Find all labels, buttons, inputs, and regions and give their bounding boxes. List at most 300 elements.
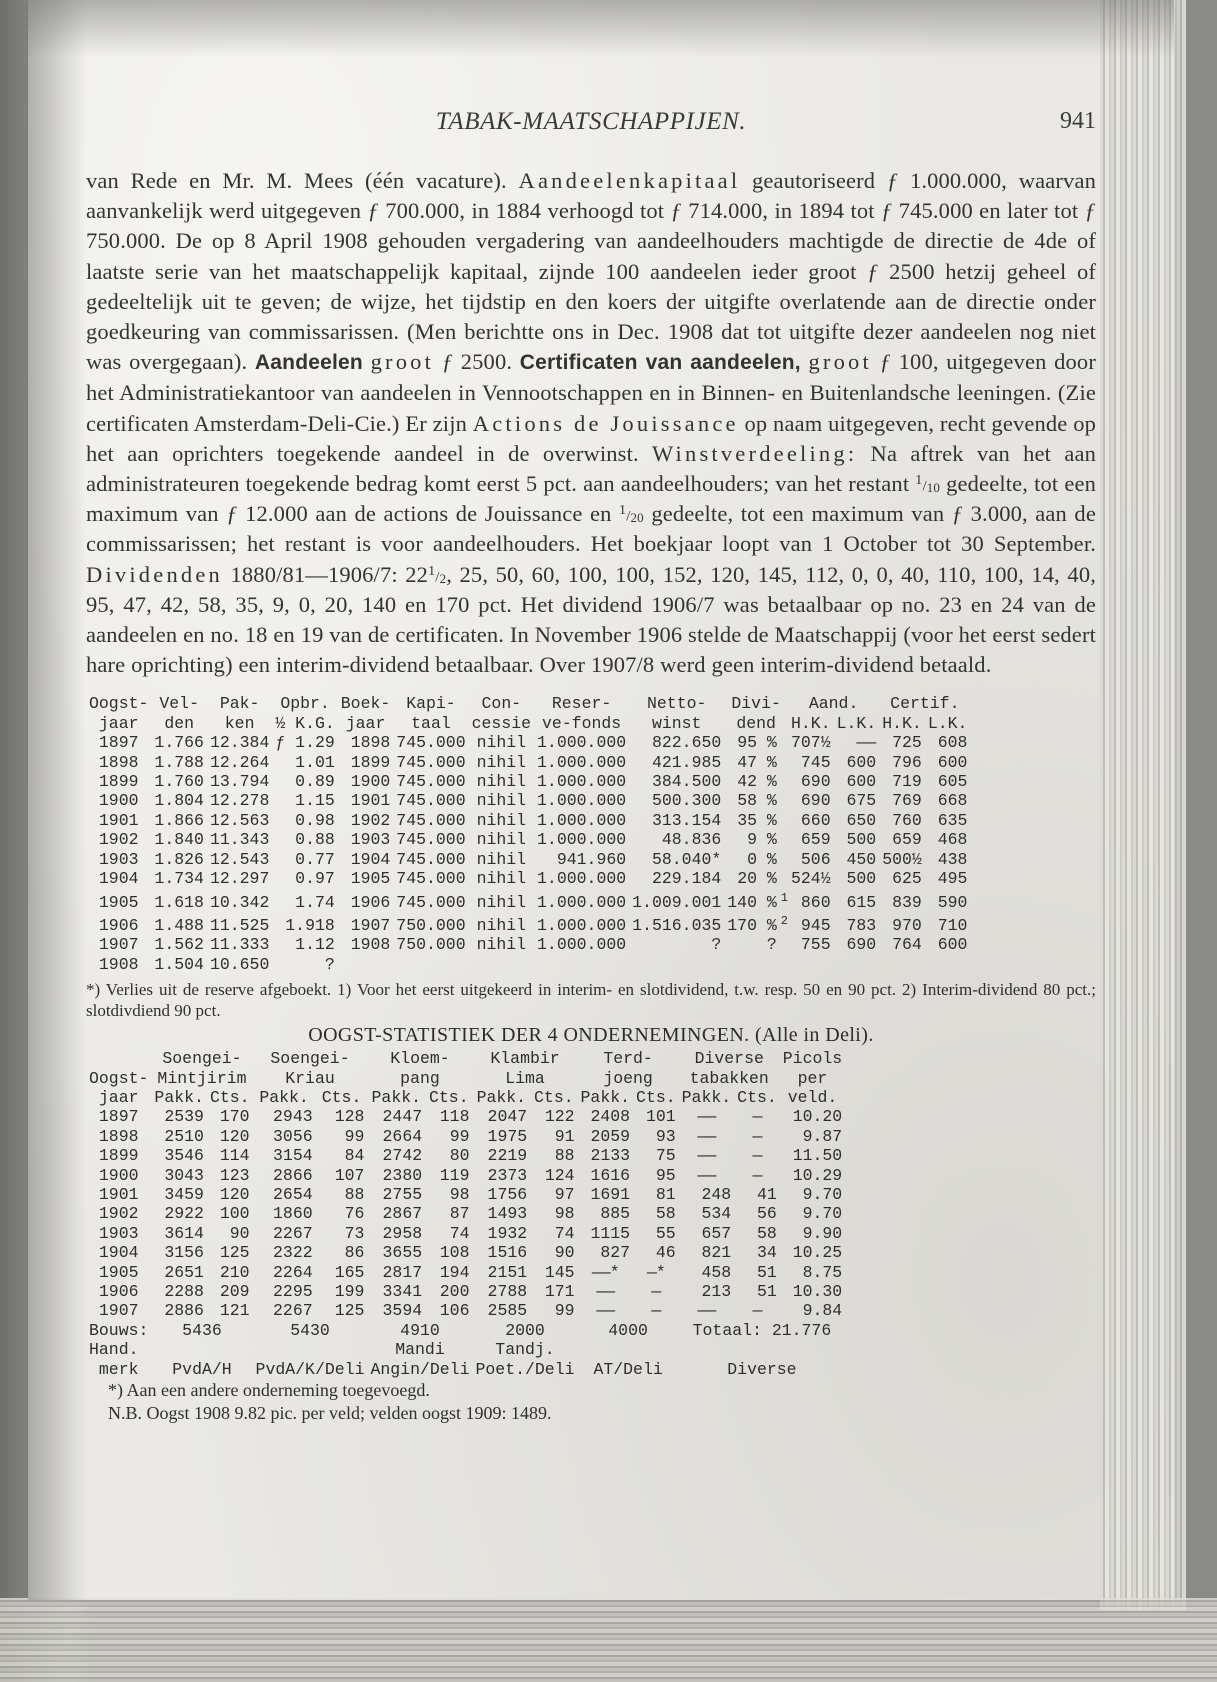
hand-mandi: Mandi <box>395 1340 445 1360</box>
text-profit-split-4: gedeelte, tot een maximum van <box>651 501 945 527</box>
cell-aand-lk <box>834 955 880 974</box>
th2-cts-1: Cts. <box>209 1087 250 1107</box>
cell-boekjaar: 1898 <box>350 733 391 753</box>
cell-aand-hk: 690 <box>800 772 831 792</box>
th2-pakk-1: Pakk. <box>154 1087 204 1107</box>
cell-oogstjaar: 1904 <box>98 869 139 889</box>
cell-kloempang-cts: 87 <box>449 1204 470 1224</box>
cell-kloempang-cts: 98 <box>449 1184 470 1204</box>
cell-kriau-pakk: 3154 <box>273 1146 313 1166</box>
th2-veld: veld. <box>787 1087 838 1107</box>
th2-picols-2: per <box>797 1068 828 1088</box>
cell-klambir-pakk: 1932 <box>487 1223 528 1243</box>
page-footnotes <box>86 1379 1096 1425</box>
table-row <box>86 733 970 752</box>
cell-kriau-pakk: 3056 <box>273 1126 313 1146</box>
table2-body <box>86 1107 845 1320</box>
cell-nettowinst: 384.500 <box>651 772 722 792</box>
cell-dividend: 47 % <box>737 752 777 772</box>
cell-opbrengst: 0.97 <box>295 869 335 889</box>
cell-aand-hk: 506 <box>800 849 831 869</box>
cell-kriau-pakk: 2264 <box>273 1262 313 1282</box>
cell-aand-lk: 600 <box>846 772 877 792</box>
half-denominator: 2 <box>439 570 447 586</box>
half-numerator: 1 <box>428 563 436 579</box>
th2-pakk-6: Pakk. <box>681 1087 732 1107</box>
cell-opbrengst: 1.918 <box>285 915 335 935</box>
cell-kriau-pakk: 2267 <box>273 1301 313 1321</box>
cell-certif-lk: 468 <box>937 830 968 850</box>
cell-diverse-cts: 51 <box>756 1262 777 1282</box>
cell-oogstjaar: 1900 <box>98 1165 139 1185</box>
florin-sign-9: ƒ <box>226 501 238 527</box>
cell-klambir-pakk: 2219 <box>487 1146 528 1166</box>
cell-concessie: nihil <box>476 869 527 889</box>
cell-dividend: 170 % <box>727 915 777 935</box>
text-authorized: geautoriseerd <box>752 168 876 193</box>
cell-concessie: nihil <box>476 733 527 753</box>
cell-kloempang-cts: 119 <box>439 1165 470 1185</box>
cell-kriau-pakk: 2943 <box>273 1107 313 1127</box>
cell-terdjoeng-cts: 46 <box>655 1243 676 1263</box>
cell-kriau-pakk: 2866 <box>273 1165 313 1185</box>
cell-certif-lk: 668 <box>937 791 968 811</box>
cell-opbrengst: 0.98 <box>295 810 335 830</box>
hand-blank-4 <box>679 1340 846 1359</box>
cell-nettowinst: 1.516.035 <box>632 915 722 935</box>
hand-tandj: Tandj. <box>495 1340 555 1360</box>
cell-klambir-pakk: 2373 <box>487 1165 528 1185</box>
cell-terdjoeng-cts: — <box>651 1301 661 1321</box>
cell-mintjirim-cts: 121 <box>219 1301 250 1321</box>
cell-pakken: 10.650 <box>209 954 270 974</box>
cell-terdjoeng-cts: 93 <box>655 1126 676 1146</box>
cell-oogstjaar: 1899 <box>98 1146 139 1166</box>
cell-mintjirim-pakk: 2288 <box>164 1282 204 1302</box>
cell-terdjoeng-cts: 58 <box>655 1204 676 1224</box>
florin-sign-2: ƒ <box>367 198 379 224</box>
fraction-denominator-20: 20 <box>630 510 644 526</box>
table2-bouws-row <box>86 1321 845 1340</box>
cell-certif-hk: 760 <box>892 810 922 830</box>
cell-aand-lk: 450 <box>846 849 877 869</box>
cell-terdjoeng-cts: 81 <box>655 1184 676 1204</box>
cell-kriau-pakk: 2267 <box>273 1223 313 1243</box>
cell-certif-hk: 796 <box>892 752 922 772</box>
cell-kloempang-pakk: 2664 <box>382 1126 423 1146</box>
cell-aand-hk: 860 <box>800 892 831 912</box>
th2-cts-5: Cts. <box>636 1087 676 1107</box>
cell-boekjaar: 1899 <box>350 752 391 772</box>
cell-certif-lk: 600 <box>937 752 968 772</box>
cell-concessie: nihil <box>476 849 527 869</box>
florin-sign-7: ƒ <box>441 349 454 375</box>
text-profit-split-2: gedeelte, tot een maximum van <box>86 471 1096 527</box>
cell-mintjirim-pakk: 3546 <box>164 1146 204 1166</box>
fraction-one-half: $^1/_2$ <box>428 563 447 586</box>
cell-reservefonds: 1.000.000 <box>537 892 627 912</box>
cell-diverse-cts: — <box>752 1301 762 1321</box>
cell-oogstjaar: 1902 <box>98 830 139 850</box>
heading-certificaten: Certificaten van aandeelen, <box>519 351 801 375</box>
cell-terdjoeng-cts: 75 <box>655 1146 676 1166</box>
cell-mintjirim-cts: 100 <box>219 1204 250 1224</box>
cell-oogstjaar: 1905 <box>98 892 139 912</box>
cell-kapitaal <box>393 955 468 974</box>
cell-terdjoeng-pakk: 2408 <box>590 1107 631 1127</box>
cell-kloempang-pakk: 2742 <box>382 1146 423 1166</box>
text-amount-1: 1.000.000, waarvan aanvankelijk werd uitgegeven <box>86 168 1096 224</box>
merk-value-3: Angin/Deli <box>370 1359 470 1379</box>
th2-pakk-3: Pakk. <box>371 1087 422 1107</box>
th-aand-hk: H.K. <box>791 713 831 733</box>
cell-mintjirim-pakk: 2886 <box>164 1301 204 1321</box>
cell-velden: 1.504 <box>154 954 204 974</box>
cell-aand-hk: 755 <box>800 935 831 955</box>
cell-reservefonds: 1.000.000 <box>537 830 627 850</box>
cell-diverse-pakk: 458 <box>701 1262 732 1282</box>
th-dividend-1: Divi- <box>731 694 781 714</box>
text-profit-split-1: Na aftrek van het aan administrateuren toegekende bedrag komt eerst 5 pct. aan aandeelhouders; van het restant <box>86 440 1097 497</box>
cell-boekjaar: 1902 <box>350 810 391 830</box>
cell-velden: 1.804 <box>154 791 204 811</box>
cell-opbrengst: 1.74 <box>295 892 335 912</box>
footnote-star: *) Aan een andere onderneming toegevoegd. <box>108 1380 430 1401</box>
cell-reservefonds: 1.000.000 <box>537 791 627 811</box>
florin-sign-10: ƒ <box>951 501 964 527</box>
cell-nettowinst <box>629 955 724 974</box>
footnote-nb: N.B. Oogst 1908 9.82 pic. per veld; velden oogst 1909: 1489. <box>108 1403 552 1424</box>
th2-jaar: jaar <box>98 1087 139 1107</box>
cell-oogstjaar: 1902 <box>98 1204 139 1224</box>
cell-aand-lk: 615 <box>846 892 877 912</box>
cell-reservefonds <box>534 955 629 974</box>
cell-mintjirim-cts: 120 <box>219 1184 250 1204</box>
th2-estate-soengei-kriau-1: Soengei- <box>270 1049 350 1069</box>
cell-kriau-cts: 125 <box>334 1301 365 1321</box>
cell-dividend-note <box>780 830 788 849</box>
cell-kriau-pakk: 2295 <box>273 1282 313 1302</box>
paragraph-company-capital <box>86 166 1096 680</box>
cell-picols-per-veld: 9.70 <box>802 1204 843 1224</box>
cell-klambir-pakk: 1493 <box>487 1204 528 1224</box>
cell-opbrengst: 1.12 <box>295 935 335 955</box>
cell-certif-hk: 970 <box>892 915 922 935</box>
cell-aand-lk: 783 <box>846 915 877 935</box>
cell-terdjoeng-pakk: 827 <box>600 1243 631 1263</box>
table-row <box>86 850 970 869</box>
th2-estate-kloempang-2: pang <box>400 1068 440 1088</box>
cell-kapitaal: 750.000 <box>396 935 466 955</box>
cell-aand-hk: 745 <box>800 752 831 772</box>
cell-certif-hk: 500½ <box>882 849 922 869</box>
cell-kriau-cts: 76 <box>344 1204 365 1224</box>
cell-klambir-pakk: 2151 <box>487 1262 528 1282</box>
cell-picols-per-veld: 10.29 <box>792 1165 843 1185</box>
term-actions-de-jouissance: Actions de Jouissance <box>472 410 739 436</box>
cell-oogstjaar: 1899 <box>98 772 139 792</box>
cell-velden: 1.766 <box>154 733 204 753</box>
cell-kloempang-cts: 106 <box>439 1301 470 1321</box>
florin-sign-3: ƒ <box>670 198 682 224</box>
th-reservefonds-1: Reser- <box>551 694 612 714</box>
bouws-value-5: 4000 <box>608 1320 648 1340</box>
th-boekjaar-1: Boek- <box>340 694 391 714</box>
florin-sign-1: ƒ <box>886 168 899 193</box>
cell-aand-hk <box>788 955 834 974</box>
cell-diverse-pakk: 213 <box>701 1282 732 1302</box>
cell-oogstjaar: 1900 <box>98 791 139 811</box>
cell-diverse-cts: 58 <box>756 1223 777 1243</box>
cell-mintjirim-pakk: 2510 <box>164 1126 204 1146</box>
cell-mintjirim-pakk: 2539 <box>164 1107 204 1127</box>
cell-velden: 1.866 <box>154 810 204 830</box>
th-opbrengst-1: Opbr. <box>280 694 330 714</box>
cell-velden: 1.760 <box>154 772 204 792</box>
cell-klambir-pakk: 2585 <box>487 1301 528 1321</box>
th-certif-lk: L.K. <box>927 713 968 733</box>
cell-kriau-cts: 165 <box>334 1262 365 1282</box>
cell-picols-per-veld: 9.90 <box>802 1223 843 1243</box>
cell-terdjoeng-cts: —* <box>646 1262 665 1282</box>
cell-boekjaar <box>338 955 394 974</box>
cell-oogstjaar: 1897 <box>98 733 139 753</box>
cell-oogstjaar: 1901 <box>98 810 139 830</box>
dividend-first-value: 22 <box>405 561 429 587</box>
cell-mintjirim-cts: 209 <box>219 1282 250 1302</box>
cell-reservefonds: 941.960 <box>556 849 627 869</box>
florin-sign-5: ƒ <box>1084 198 1096 224</box>
table-row <box>86 1224 845 1243</box>
text-dividend-years: 1880/81—1906/7: <box>230 561 398 587</box>
cell-mintjirim-cts: 114 <box>219 1146 250 1166</box>
table2-merk-row <box>86 1360 845 1379</box>
cell-certif-lk: 608 <box>937 733 968 753</box>
cell-terdjoeng-cts: — <box>651 1282 661 1302</box>
cell-opbrengst: 1.15 <box>295 791 335 811</box>
table-row <box>86 1204 845 1223</box>
table-row <box>86 1263 845 1282</box>
cell-klambir-cts: 124 <box>544 1165 575 1185</box>
cell-boekjaar: 1908 <box>350 935 391 955</box>
cell-mintjirim-pakk: 3156 <box>164 1243 204 1263</box>
th2-pakk-4: Pakk. <box>476 1087 527 1107</box>
cell-mintjirim-cts: 170 <box>219 1107 250 1127</box>
table-row <box>86 1166 845 1185</box>
florin-sign-6: ƒ <box>867 258 879 284</box>
cell-oogstjaar: 1897 <box>98 1107 139 1127</box>
table2-hand-row <box>86 1340 845 1359</box>
cell-concessie: nihil <box>476 915 527 935</box>
cell-klambir-pakk: 1756 <box>487 1184 528 1204</box>
table-row <box>86 889 970 912</box>
cell-certif-lk: 635 <box>937 810 968 830</box>
th-certificaten-group: Certif. <box>890 694 960 714</box>
cell-opbrengst: 0.89 <box>295 772 335 792</box>
cell-opbrengst: ƒ 1.29 <box>275 733 335 753</box>
cell-kriau-cts: 73 <box>344 1223 365 1243</box>
fraction-one-tenth: $^1/_{10}$ <box>915 472 941 496</box>
cell-certif-lk: 710 <box>937 915 968 935</box>
cell-terdjoeng-pakk: 1616 <box>590 1165 631 1185</box>
cell-oogstjaar: 1906 <box>98 1282 139 1302</box>
cell-kapitaal: 745.000 <box>396 810 466 830</box>
fraction-denominator-10: 10 <box>926 480 941 496</box>
merk-value-5: AT/Deli <box>593 1359 663 1379</box>
cell-diverse-cts: — <box>752 1146 762 1166</box>
cell-certif-hk: 764 <box>892 935 922 955</box>
cell-kloempang-pakk: 3655 <box>382 1243 423 1263</box>
cell-kriau-cts: 84 <box>344 1146 365 1166</box>
cell-dividend: 0 % <box>747 849 777 869</box>
th2-estate-terdjoeng-1: Terd- <box>603 1049 653 1069</box>
text-certificate-issuer: 100, uitgegeven door het Administratiekantoor van aandeelen in Vennootschappen en in Binnen- en Buitenlandsche leeningen. (Zie certificaten Amsterdam-Deli-Cie.) Er zijn <box>86 349 1096 436</box>
cell-certif-lk: 600 <box>937 935 968 955</box>
cell-boekjaar: 1907 <box>350 915 391 935</box>
term-winstverdeeling: Winstverdeeling: <box>652 440 858 466</box>
cell-diverse-pakk: —— <box>697 1165 716 1185</box>
cell-nettowinst: 822.650 <box>651 733 722 753</box>
cell-dividend: 9 % <box>747 830 777 850</box>
cell-dividend-note <box>780 791 788 810</box>
table-row <box>86 830 970 849</box>
cell-kriau-cts: 88 <box>344 1184 365 1204</box>
cell-dividend: 42 % <box>737 772 777 792</box>
cell-concessie: nihil <box>476 772 527 792</box>
cell-reservefonds: 1.000.000 <box>537 935 627 955</box>
merk-label: merk <box>98 1359 139 1379</box>
cell-velden: 1.618 <box>154 892 204 912</box>
running-head <box>86 108 1096 136</box>
cell-klambir-cts: 122 <box>544 1107 575 1127</box>
th-oogstjaar-2: jaar <box>98 713 139 733</box>
footnote-marker: 1 <box>780 890 788 905</box>
bouws-value-1: 5436 <box>182 1320 222 1340</box>
cell-mintjirim-pakk: 3459 <box>164 1184 204 1204</box>
cell-dividend-note <box>780 912 788 935</box>
cell-certif-hk: 659 <box>892 830 922 850</box>
cell-kloempang-pakk: 3594 <box>382 1301 423 1321</box>
term-groot-1: groot <box>370 349 435 375</box>
cell-picols-per-veld: 9.87 <box>802 1126 843 1146</box>
th-reservefonds-2: ve-fonds <box>541 713 622 733</box>
th2-diverse-1: Diverse <box>694 1049 764 1069</box>
th2-estate-soengei-kriau-2: Kriau <box>285 1068 335 1088</box>
cell-certif-hk: 625 <box>892 869 922 889</box>
cell-mintjirim-pakk: 3614 <box>164 1223 204 1243</box>
cell-dividend: 95 % <box>737 733 777 753</box>
cell-kriau-cts: 107 <box>334 1165 365 1185</box>
cell-dividend-note <box>780 733 788 752</box>
cell-picols-per-veld: 9.70 <box>802 1184 843 1204</box>
cell-concessie: nihil <box>476 810 527 830</box>
cell-terdjoeng-pakk: —— <box>596 1282 615 1302</box>
cell-aand-hk: 690 <box>800 791 831 811</box>
cell-certif-hk: 769 <box>892 791 922 811</box>
cell-velden: 1.562 <box>154 935 204 955</box>
text-profit-split-5: 3.000, aan de commissarissen; het restant is voor aandeelhouders. Het boekjaar loopt van 1 October tot 30 September. <box>86 501 1096 557</box>
cell-concessie: nihil <box>476 752 527 772</box>
cell-dividend-note <box>780 850 788 869</box>
cell-certif-lk: 495 <box>937 869 968 889</box>
table-row <box>86 912 970 935</box>
cell-velden: 1.488 <box>154 915 204 935</box>
cell-oogstjaar: 1906 <box>98 915 139 935</box>
cell-reservefonds: 1.000.000 <box>537 869 627 889</box>
th-velden-2: den <box>164 713 195 733</box>
cell-pakken: 11.525 <box>209 915 270 935</box>
cell-boekjaar: 1903 <box>350 830 391 850</box>
table1-header-row-2 <box>86 714 970 733</box>
cell-diverse-pakk: —— <box>697 1146 716 1166</box>
hand-blank-2 <box>253 1340 368 1359</box>
cell-kapitaal: 745.000 <box>396 892 466 912</box>
cell-opbrengst: ? <box>324 954 335 974</box>
cell-kloempang-cts: 118 <box>439 1107 470 1127</box>
cell-dividend-note <box>780 869 788 888</box>
cell-certif-hk <box>879 955 925 974</box>
cell-certif-lk: 605 <box>937 772 968 792</box>
table-row <box>86 1301 845 1320</box>
th2-diverse-2: tabakken <box>689 1068 769 1088</box>
bouws-value-4: 2000 <box>505 1320 545 1340</box>
fraction-numerator-20: 1 <box>619 503 627 519</box>
cell-diverse-cts: — <box>752 1126 762 1146</box>
cell-aand-hk: 707½ <box>791 733 831 753</box>
cell-kapitaal: 745.000 <box>396 791 466 811</box>
merk-value-6: Diverse <box>727 1359 797 1379</box>
cell-dividend: 20 % <box>737 869 777 889</box>
cell-dividend <box>724 955 780 974</box>
cell-velden: 1.840 <box>154 830 204 850</box>
cell-klambir-cts: 171 <box>544 1282 575 1302</box>
cell-klambir-pakk: 1516 <box>487 1243 528 1263</box>
cell-mintjirim-cts: 125 <box>219 1243 250 1263</box>
page-edge-stack-bottom <box>0 1598 1217 1682</box>
cell-kloempang-pakk: 2755 <box>382 1184 423 1204</box>
cell-concessie: nihil <box>476 791 527 811</box>
cell-pakken: 12.384 <box>209 733 270 753</box>
th-aand-lk: L.K. <box>836 713 877 733</box>
cell-pakken: 11.333 <box>209 935 270 955</box>
cell-certif-lk <box>925 955 971 974</box>
page-number: 941 <box>1060 108 1096 134</box>
cell-concessie: nihil <box>476 830 527 850</box>
cell-kriau-cts: 128 <box>334 1107 365 1127</box>
cell-aand-hk: 945 <box>800 915 831 935</box>
cell-nettowinst: 313.154 <box>651 810 722 830</box>
table1-body <box>86 733 970 974</box>
cell-aand-lk: 500 <box>846 869 877 889</box>
cell-picols-per-veld: 11.50 <box>792 1146 843 1166</box>
cell-oogstjaar: 1903 <box>98 849 139 869</box>
bouws-value-3: 4910 <box>400 1320 440 1340</box>
table-row <box>86 1243 845 1262</box>
cell-pakken: 12.297 <box>209 869 270 889</box>
cell-concessie: nihil <box>476 935 527 955</box>
cell-terdjoeng-pakk: 1115 <box>590 1223 631 1243</box>
th2-cts-3: Cts. <box>429 1087 469 1107</box>
cell-terdjoeng-cts: 101 <box>645 1107 676 1127</box>
table-row <box>86 1146 845 1165</box>
cell-boekjaar: 1905 <box>350 869 391 889</box>
cell-diverse-pakk: 657 <box>701 1223 732 1243</box>
cell-terdjoeng-pakk: 885 <box>600 1204 631 1224</box>
florin-sign-4: ƒ <box>880 198 893 224</box>
cell-oogstjaar: 1905 <box>98 1262 139 1282</box>
cell-dividend-note <box>780 753 788 772</box>
th2-estate-terdjoeng-2: joeng <box>603 1068 653 1088</box>
